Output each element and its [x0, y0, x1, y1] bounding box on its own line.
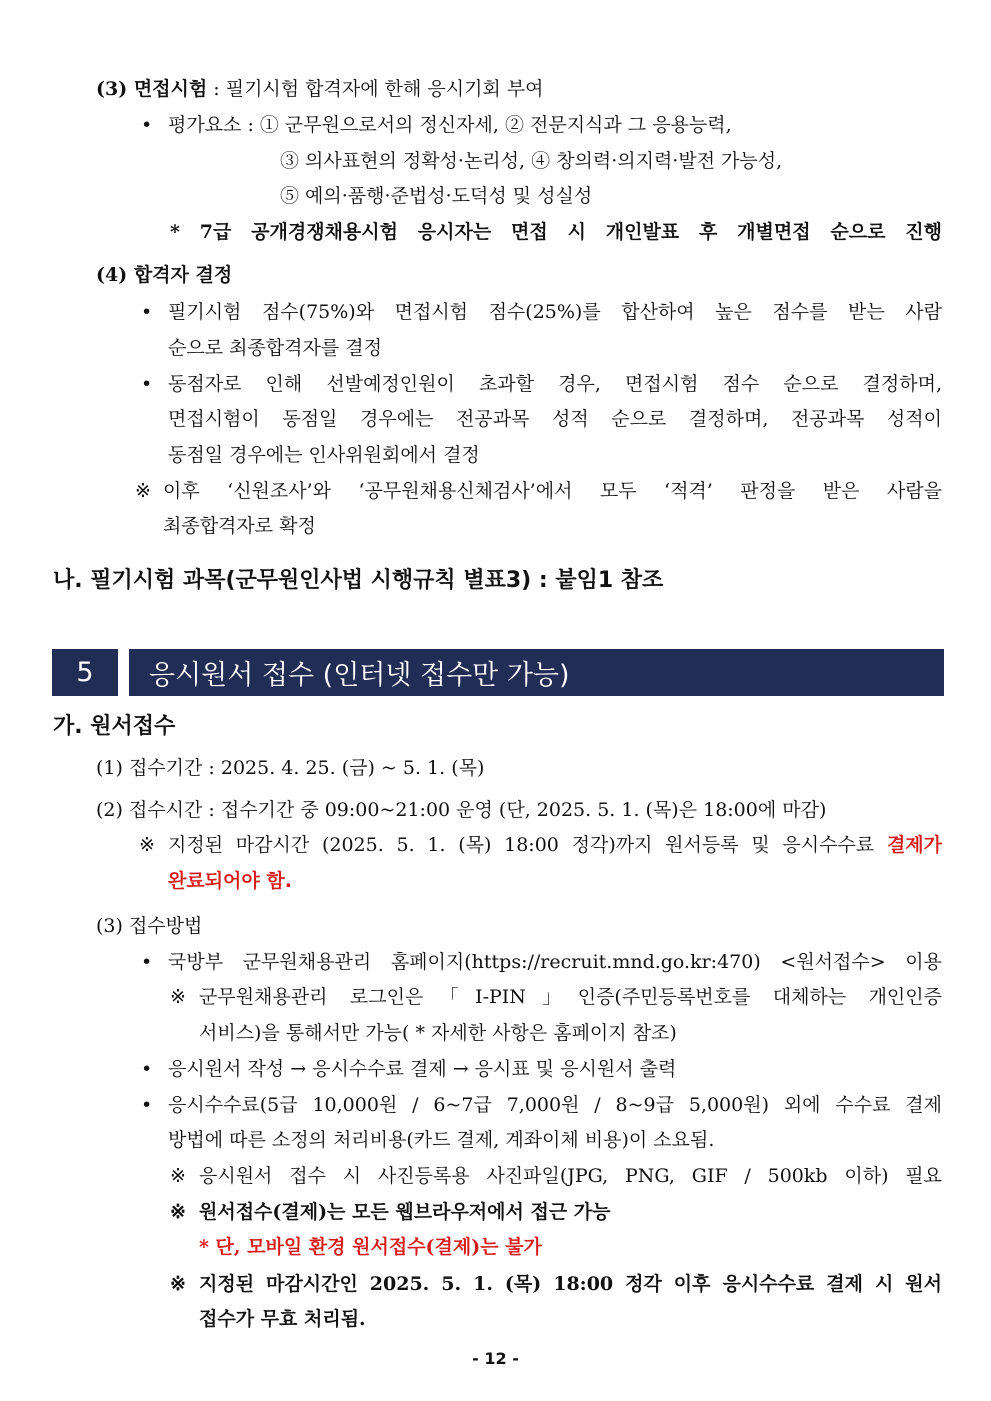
browser-note: 원서접수(결제)는 모든 웹브라우저에서 접근 가능 [199, 1201, 611, 1223]
decision-bullet-1-line-1: 필기시험 점수(75%)와 면접시험 점수(25%)를 합산하여 높은 점수를 받는 사람 [168, 301, 942, 323]
bullet: • [141, 373, 153, 395]
application-time: (2) 접수시간 : 접수기간 중 09:00~21:00 운영 (단, 2025. 5. 1. (목)은 18:00에 마감) [96, 799, 827, 821]
deadline-note-line-2: 완료되어야 함. [168, 870, 292, 892]
decision-heading: (4) 합격자 결정 [96, 264, 233, 286]
bullet: • [141, 1058, 153, 1080]
reference-mark: ※ [139, 834, 155, 856]
photo-note: 응시원서 접수 시 사진등록용 사진파일(JPG, PNG, GIF / 500kb 이하) 필요 [199, 1165, 942, 1187]
bullet: • [141, 301, 153, 323]
reference-mark: ※ [170, 1165, 186, 1187]
method-homepage: 국방부 군무원채용관리 홈페이지(https://recruit.mnd.go.kr:470) <원서접수> 이용 [168, 951, 942, 973]
interview-criteria-line-1: 평가요소 : ① 군무원으로서의 정신자세, ② 전문지식과 그 응용능력, [168, 114, 732, 136]
decision-reference-line-2: 최종합격자로 확정 [163, 515, 316, 537]
method-fee-line-1: 응시수수료(5급 10,000원 / 6~7급 7,000원 / 8~9급 5,000원) 외에 수수료 결제 [168, 1094, 942, 1116]
deadline-note-line-1 [168, 836, 942, 855]
decision-bullet-2-line-1: 동점자로 인해 선발예정인원이 초과할 경우, 면접시험 점수 순으로 결정하며, [168, 373, 942, 395]
interview-criteria-line-3: ⑤ 예의·품행·준법성·도덕성 및 성실성 [280, 185, 593, 207]
bullet: • [141, 1094, 153, 1116]
method-login-note-line-1: 군무원채용관리 로그인은「I-PIN」인증(주민등록번호를 대체하는 개인인증 [199, 986, 942, 1008]
bullet: • [141, 951, 153, 973]
interview-note: * 7급 공개경쟁채용시험 응시자는 면접 시 개인발표 후 개별면접 순으로 진행 [170, 221, 942, 243]
application-heading: 가. 원서접수 [53, 714, 176, 739]
interview-criteria-line-2: ③ 의사표현의 정확성·논리성, ④ 창의력·의지력·발전 가능성, [280, 150, 783, 172]
decision-bullet-1-line-2: 순으로 최종합격자를 결정 [168, 337, 382, 359]
mobile-note: * 단, 모바일 환경 원서접수(결제)는 불가 [199, 1236, 542, 1258]
invalid-note-line-2: 접수가 무효 처리됨. [199, 1308, 366, 1330]
reference-mark: ※ [170, 986, 186, 1008]
decision-reference-line-1: 이후 ‘신원조사’와 ‘공무원채용신체검사’에서 모두 ‘적격’ 판정을 받은 사람을 [163, 480, 942, 502]
application-period: (1) 접수기간 : 2025. 4. 25. (금) ~ 5. 1. (목) [96, 757, 485, 779]
section-number-box [52, 649, 118, 696]
reference-mark: ※ [135, 480, 151, 502]
section-title: 응시원서 접수 (인터넷 접수만 가능) [149, 660, 570, 691]
page-number: - 12 - [472, 1349, 519, 1368]
decision-bullet-2-line-3: 동점일 경우에는 인사위원회에서 결정 [168, 444, 480, 466]
decision-bullet-2-line-2: 면접시험이 동점일 경우에는 전공과목 성적 순으로 결정하며, 전공과목 성적이 [168, 408, 942, 430]
method-fee-line-2: 방법에 따른 소정의 처리비용(카드 결제, 계좌이체 비용)이 소요됨. [168, 1129, 715, 1151]
deadline-note-emphasis: 결제가 [886, 834, 942, 856]
application-method-heading: (3) 접수방법 [96, 915, 203, 937]
interview-desc: : 필기시험 합격자에 한해 응시기회 부여 [207, 78, 544, 100]
section-number: 5 [76, 657, 94, 688]
interview-heading-line [96, 80, 544, 99]
subjects-heading: 나. 필기시험 과목(군무원인사법 시행규칙 별표3) : 붙임1 참조 [53, 568, 664, 593]
interview-heading: (3) 면접시험 [96, 78, 208, 100]
method-login-note-line-2: 서비스)을 통해서만 가능( * 자세한 사항은 홈페이지 참조) [199, 1022, 677, 1044]
section-title-box [129, 649, 944, 696]
bullet: • [141, 114, 153, 136]
reference-mark: ※ [170, 1273, 186, 1295]
reference-mark: ※ [170, 1201, 186, 1223]
deadline-note-text: 지정된 마감시간 (2025. 5. 1. (목) 18:00 정각)까지 원서등록 및 응시수수료 [168, 834, 887, 856]
invalid-note-line-1: 지정된 마감시간인 2025. 5. 1. (목) 18:00 정각 이후 응시수수료 결제 시 원서 [199, 1273, 942, 1295]
method-steps: 응시원서 작성 → 응시수수료 결제 → 응시표 및 응시원서 출력 [168, 1058, 677, 1080]
